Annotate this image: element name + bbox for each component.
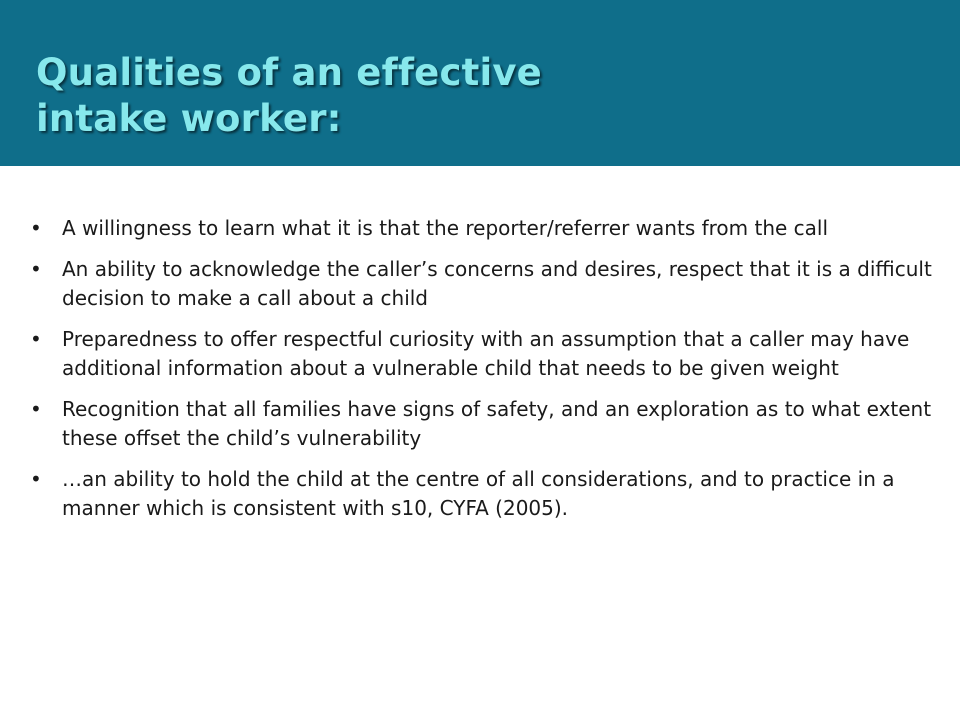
- bullet-item: [28, 325, 933, 383]
- bullet-item: [28, 395, 933, 453]
- slide-content: [28, 214, 933, 535]
- title-band: [0, 0, 960, 166]
- bullet-text: Recognition that all families have signs of safety, and an exploration as to what extent these offset the child’s vulnerability: [62, 397, 932, 450]
- bullet-text: A willingness to learn what it is that the reporter/referrer wants from the call: [62, 216, 829, 240]
- bullet-marker: •: [30, 216, 42, 240]
- slide-title-line-2: intake worker:: [36, 97, 342, 140]
- bullet-text: Preparedness to offer respectful curiosity with an assumption that a caller may have additional information about a vulnerable child that needs to be given weight: [62, 327, 910, 380]
- slide-title-line-1: Qualities of an effective: [36, 51, 542, 94]
- bullet-item: [28, 214, 933, 243]
- bullet-text: An ability to acknowledge the caller’s concerns and desires, respect that it is a difficult decision to make a call about a child: [62, 257, 932, 310]
- bullet-list: [28, 214, 933, 523]
- bullet-marker: •: [30, 467, 42, 491]
- bullet-item: [28, 465, 933, 523]
- bullet-item: [28, 255, 933, 313]
- bullet-text: …an ability to hold the child at the centre of all considerations, and to practice in a manner which is consistent with s10, CYFA (2005).: [62, 467, 895, 520]
- bullet-marker: •: [30, 257, 42, 281]
- bullet-marker: •: [30, 397, 42, 421]
- slide-title: [36, 50, 542, 142]
- bullet-marker: •: [30, 327, 42, 351]
